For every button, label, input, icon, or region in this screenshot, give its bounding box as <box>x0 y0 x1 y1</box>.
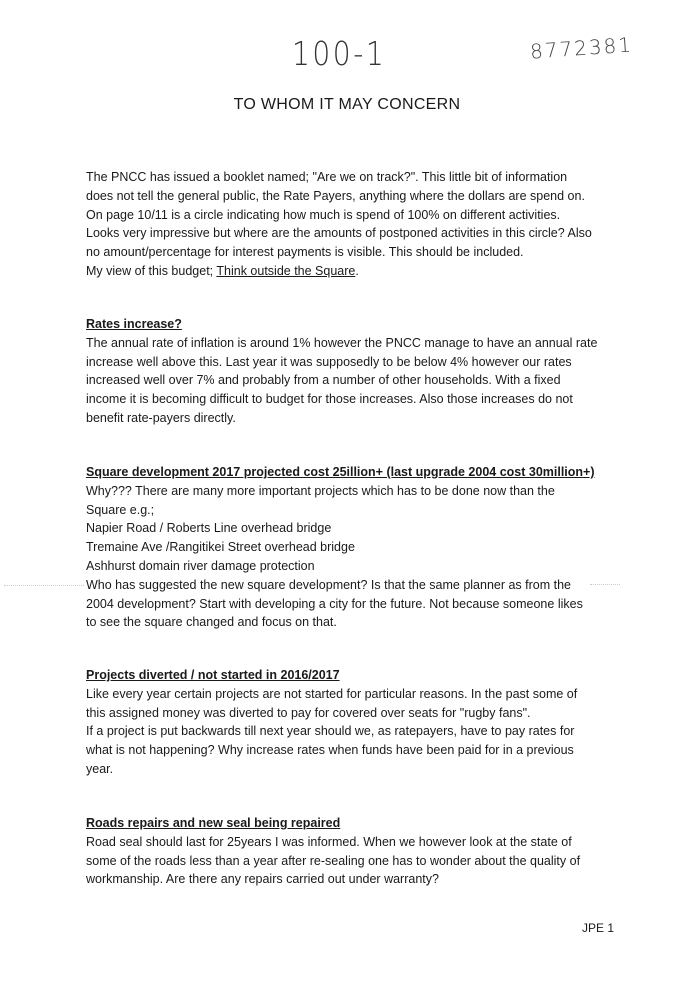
square-line: Who has suggested the new square development? Is that the same planner as from the <box>86 577 572 592</box>
intro-last-line <box>86 262 626 281</box>
rates-line: income it is becoming difficult to budget for those increases. Also those increases do not <box>86 392 573 407</box>
roads-line: some of the roads less than a year after re-sealing one has to wonder about the quality of <box>86 853 581 868</box>
square-line: Ashhurst domain river damage protection <box>86 558 315 573</box>
handwritten-document-id: 8772381 <box>529 32 634 64</box>
square-line: 2004 development? Start with developing a city for the future. Not because someone likes <box>86 596 583 611</box>
square-heading: Square development 2017 projected cost 25illion+ (last upgrade 2004 cost 30million+) <box>86 465 595 479</box>
rates-line: increase well above this. Last year it was supposedly to be below 4% however our rates <box>86 354 572 369</box>
projects-line: If a project is put backwards till next year should we, as ratepayers, have to pay rates for <box>86 724 575 739</box>
intro-line: On page 10/11 is a circle indicating how much is spend of 100% on different activities. <box>86 207 561 222</box>
square-line: to see the square changed and focus on that. <box>86 615 337 630</box>
projects-heading: Projects diverted / not started in 2016/2017 <box>86 668 340 682</box>
square-line: Square e.g.; <box>86 502 155 517</box>
roads-section <box>86 814 626 889</box>
rates-section <box>86 315 626 428</box>
projects-line: what is not happening? Why increase rates when funds have been paid for in a previous <box>86 743 574 758</box>
intro-last-prefix: My view of this budget; <box>86 263 217 278</box>
square-line: Why??? There are many more important projects which has to be done now than the <box>86 483 555 498</box>
rates-line: increased well over 7% and probably from a number of other households. With a fixed <box>86 373 561 388</box>
square-line: Napier Road / Roberts Line overhead bridge <box>86 521 332 536</box>
scan-artifact-line <box>4 585 84 587</box>
intro-line: The PNCC has issued a booklet named; "Are we on track?". This little bit of information <box>86 170 568 184</box>
intro-paragraph <box>86 168 626 281</box>
letter-title: TO WHOM IT MAY CONCERN <box>233 96 461 113</box>
square-section <box>86 463 626 632</box>
handwritten-reference-number: 100-1 <box>292 34 387 73</box>
rates-line: The annual rate of inflation is around 1% however the PNCC manage to have an annual rate <box>86 335 598 350</box>
intro-line: does not tell the general public, the Rate Payers, anything where the dollars are spend on. <box>86 188 585 203</box>
square-line: Tremaine Ave /Rangitikei Street overhead bridge <box>86 540 355 555</box>
page-footer-label: JPE 1 <box>582 921 615 935</box>
intro-line: Looks very impressive but where are the amounts of postponed activities in this circle? Also <box>86 226 592 241</box>
roads-line: Road seal should last for 25years I was informed. When we however look at the state of <box>86 834 572 849</box>
intro-line: no amount/percentage for interest payments is visible. This should be included. <box>86 245 524 260</box>
projects-line: year. <box>86 761 114 776</box>
roads-line: workmanship. Are there any repairs carried out under warranty? <box>86 872 439 887</box>
scan-artifact-line <box>590 584 620 586</box>
rates-line: benefit rate-payers directly. <box>86 410 236 425</box>
intro-last-suffix: . <box>355 263 359 278</box>
projects-line: this assigned money was diverted to pay for covered over seats for "rugby fans". <box>86 705 531 720</box>
projects-section <box>86 666 626 779</box>
projects-line: Like every year certain projects are not started for particular reasons. In the past some of <box>86 686 578 701</box>
rates-heading: Rates increase? <box>86 317 182 331</box>
roads-heading: Roads repairs and new seal being repaired <box>86 816 341 830</box>
think-outside-square-text: Think outside the Square <box>216 263 356 278</box>
